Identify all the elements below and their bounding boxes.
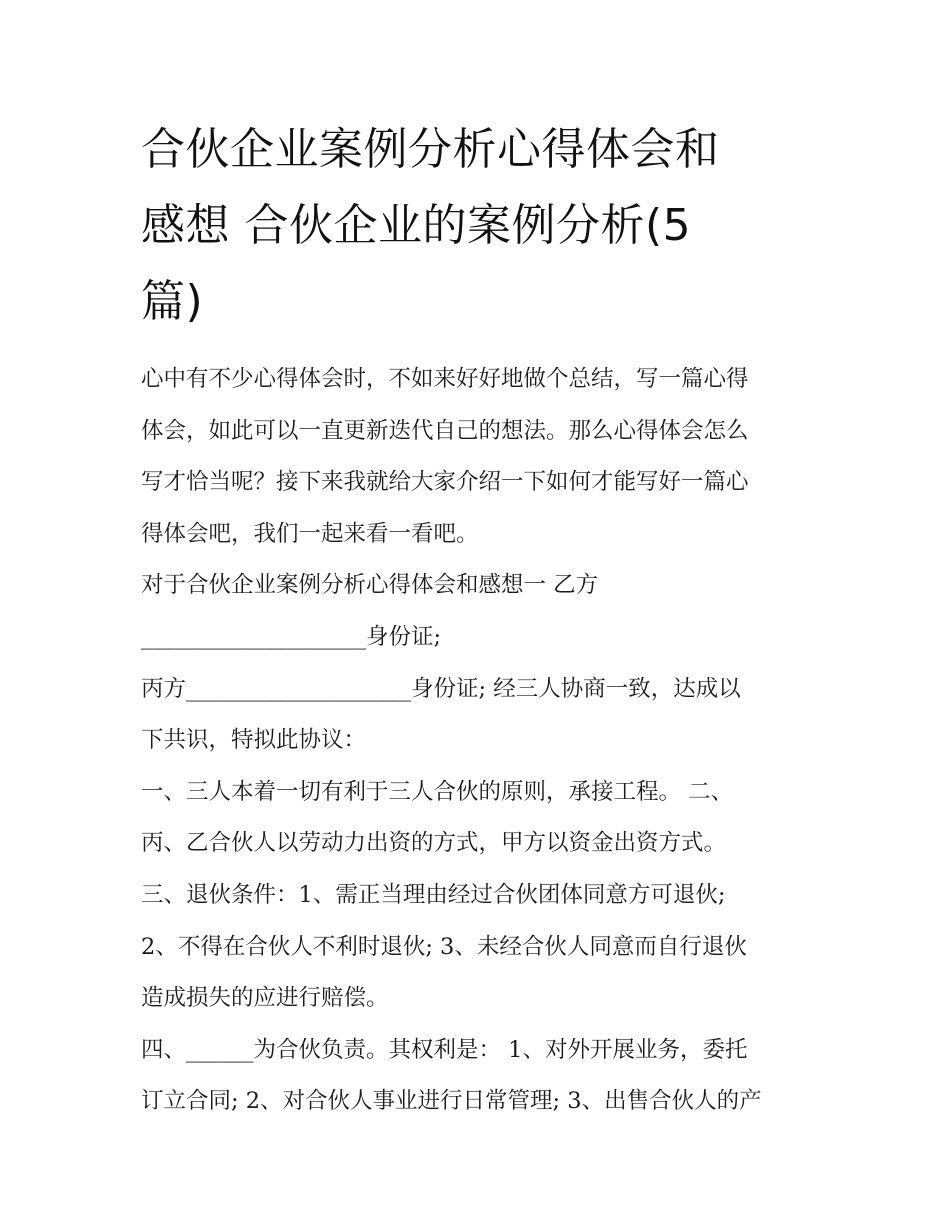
body-line: 四、______为合伙负责。其权利是： 1、对外开展业务，委托 [141,1036,748,1063]
body-line: 订立合同; 2、对合伙人事业进行日常管理; 3、出售合伙人的产 [141,1088,762,1115]
document-title [141,112,821,340]
body-line: 写才恰当呢？接下来我就给大家介绍一下如何才能写好一篇心 [141,469,749,496]
body-line: 丙、乙合伙人以劳动力出资的方式，甲方以资金出资方式。 [141,830,727,857]
body-line: 造成损失的应进行赔偿。 [141,985,389,1012]
body-line: ____________________身份证; [141,623,442,650]
body-line: 对于合伙企业案例分析心得体会和感想一 乙方 [141,572,599,599]
body-line: 三、退伙条件：1、需正当理由经过合伙团体同意方可退伙; [141,881,726,908]
title-line: 合伙企业案例分析心得体会和 [141,124,720,175]
body-line: 得体会吧，我们一起来看一看吧。 [141,520,479,547]
body-line: 丙方____________________身份证; 经三人协商一致，达成以 [141,675,741,702]
body-line: 一、三人本着一切有利于三人合伙的原则，承接工程。 二、 [141,778,734,805]
title-line: 篇) [141,276,204,327]
body-line: 体会，如此可以一直更新迭代自己的想法。那么心得体会怎么 [141,417,749,444]
document-body [141,354,821,1128]
title-line: 感想 合伙企业的案例分析(5 [141,200,692,251]
body-line: 心中有不少心得体会时，不如来好好地做个总结，写一篇心得 [141,366,749,392]
body-line: 下共识，特拟此协议： [141,727,367,754]
body-line: 2、不得在合伙人不利时退伙; 3、未经合伙人同意而自行退伙 [141,933,747,960]
